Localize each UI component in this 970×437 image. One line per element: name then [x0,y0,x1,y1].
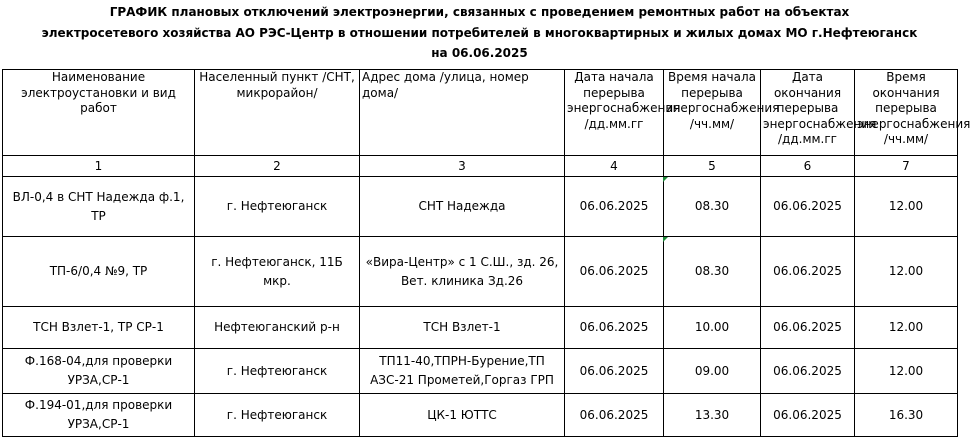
cell-start-date[interactable]: 06.06.2025 [565,177,664,237]
column-number-3: 3 [360,156,565,177]
table-row [3,307,958,349]
cell-start-date[interactable]: 06.06.2025 [565,307,664,349]
table-header-row [3,70,958,156]
cell-end-date[interactable]: 06.06.2025 [761,237,855,307]
cell-start-time[interactable]: 08.30 [664,177,761,237]
table-row [3,349,958,394]
column-number-7: 7 [855,156,958,177]
cell-start-date[interactable]: 06.06.2025 [565,237,664,307]
column-header-start-date: Дата начала перерыва энергоснабжения /дд.мм.гг [565,70,664,156]
cell-start-date[interactable]: 06.06.2025 [565,349,664,394]
column-number-2: 2 [195,156,360,177]
column-number-5: 5 [664,156,761,177]
cell-address[interactable]: СНТ Надежда [360,177,565,237]
cell-installation[interactable]: ТП-6/0,4 №9, ТР [3,237,195,307]
column-header-address: Адрес дома /улица, номер дома/ [360,70,565,156]
cell-locality[interactable]: г. Нефтеюганск, 11Б мкр. [195,237,360,307]
document-title-line-2: электросетевого хозяйства АО РЭС-Центр в отношении потребителей в многоквартирных и жилых домах МО г.Нефтеюганск [41,26,918,40]
column-header-end-date: Дата окончания перерыва энергоснабжения /дд.мм.гг [761,70,855,156]
cell-locality[interactable]: г. Нефтеюганск [195,394,360,437]
column-number-6: 6 [761,156,855,177]
table-row [3,394,958,437]
outage-schedule-table [2,69,970,437]
cell-installation[interactable]: Ф.194-01,для проверки УРЗА,СР-1 [3,394,195,437]
cell-comment-marker-icon[interactable] [663,237,668,242]
column-header-end-time: Время окончания перерыва энергоснабжения /чч.мм/ [855,70,958,156]
cell-address[interactable]: ТП11-40,ТПРН-Бурение,ТП АЗС-21 Прометей,Горгаз ГРП [360,349,565,394]
cell-start-time[interactable]: 09.00 [664,349,761,394]
cell-end-time[interactable]: 12.00 [855,349,958,394]
cell-end-time[interactable]: 12.00 [855,237,958,307]
cell-start-time[interactable]: 10.00 [664,307,761,349]
cell-locality[interactable]: г. Нефтеюганск [195,349,360,394]
cell-locality[interactable]: Нефтеюганский р-н [195,307,360,349]
table-row [3,237,958,307]
column-header-locality: Населенный пункт /СНТ, микрорайон/ [195,70,360,156]
cell-start-date[interactable]: 06.06.2025 [565,394,664,437]
cell-end-date[interactable]: 06.06.2025 [761,307,855,349]
cell-start-time[interactable]: 13.30 [664,394,761,437]
cell-installation[interactable]: ВЛ-0,4 в СНТ Надежда ф.1, ТР [3,177,195,237]
cell-start-time[interactable]: 08.30 [664,237,761,307]
column-number-4: 4 [565,156,664,177]
table-row [3,177,958,237]
column-number-1: 1 [3,156,195,177]
cell-end-date[interactable]: 06.06.2025 [761,349,855,394]
cell-installation[interactable]: Ф.168-04,для проверки УРЗА,СР-1 [3,349,195,394]
document-title-date: на 06.06.2025 [431,46,528,60]
column-header-installation: Наименование электроустановки и вид работ [3,70,195,156]
column-header-start-time: Время начала перерыва энергоснабжения /чч.мм/ [664,70,761,156]
document-title-line-1: ГРАФИК плановых отключений электроэнергии, связанных с проведением ремонтных работ на объектах [109,5,850,19]
cell-address[interactable]: «Вира-Центр» с 1 С.Ш., зд. 26, Вет. клиника Зд.26 [360,237,565,307]
column-number-row [3,156,958,177]
cell-comment-marker-icon[interactable] [663,177,668,182]
cell-end-date[interactable]: 06.06.2025 [761,177,855,237]
cell-address[interactable]: ТСН Взлет-1 [360,307,565,349]
cell-end-time[interactable]: 12.00 [855,177,958,237]
cell-end-time[interactable]: 12.00 [855,307,958,349]
cell-installation[interactable]: ТСН Взлет-1, ТР СР-1 [3,307,195,349]
cell-end-date[interactable]: 06.06.2025 [761,394,855,437]
cell-address[interactable]: ЦК-1 ЮТТС [360,394,565,437]
cell-end-time[interactable]: 16.30 [855,394,958,437]
cell-locality[interactable]: г. Нефтеюганск [195,177,360,237]
